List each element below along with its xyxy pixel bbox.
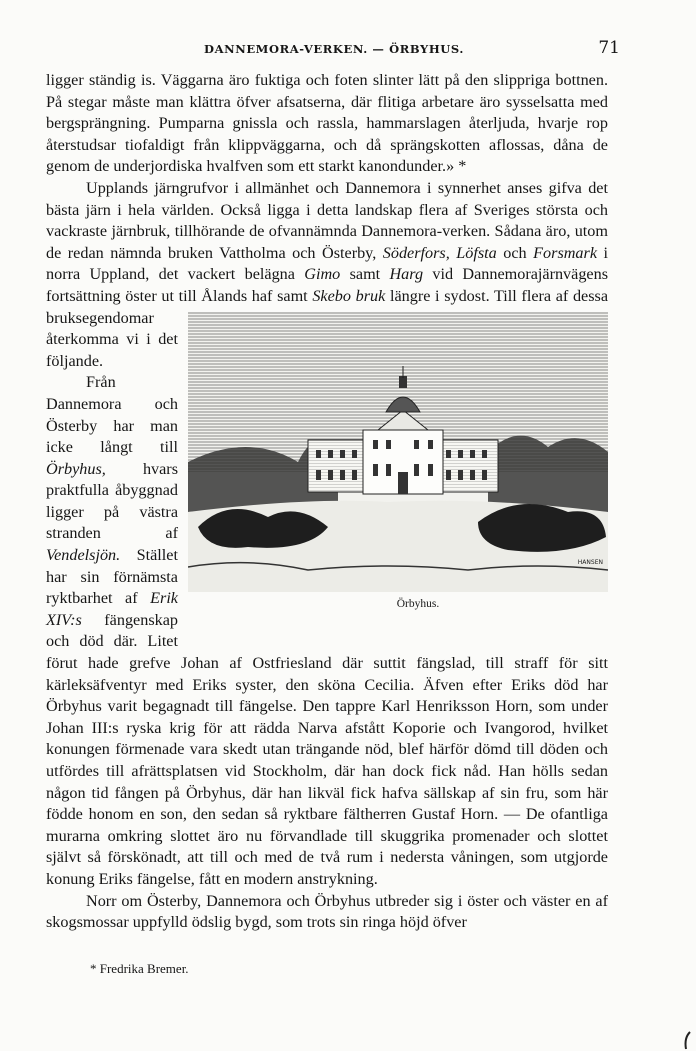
text-run: fängenskap och död där. Litet förut hade grefve Johan af Ostfriesland där suttit fängslad, till straff för sitt kärleksäfventyr med Eriks syster, den sköna Cecilia. Äfven efter Eriks död har Örbyhus varit begagnadt till fängelse. Den tappre Karl Henriksson Horn, som under Johan III:s ryska krig för att rädda Narva afstått Koporie och Ivangorod, hvilket konungen förmenade vara skedt utan trängande nöd, blef härför dömd till döden och utfördes till afrättsplatsen vid Stockholm, där han dock fick nåd. Han hölls sedan någon tid fången på Örbyhus, där han likväl fick hafva sällskap af sin fru, som här födde honom en son, den sedan så ryktbare fältherren Gustaf Horn. — De ofantliga murarna omkring slottet äro nu förvandlade till skuggrika promenader och slottet självt så förskönadt, att till och med de två rum i nedersta våningen, som utgjorde konung Eriks fängelse, fått en modern anstrykning. bbox=[46, 610, 608, 888]
text-run: Från Dannemora och Österby har man icke långt till bbox=[46, 373, 178, 457]
text-run: och bbox=[496, 243, 534, 262]
person-erik: Erik XIV:s bbox=[46, 589, 178, 629]
place-orbyhus: Örbyhus, bbox=[46, 459, 106, 478]
place-lofsta: Löfsta bbox=[456, 243, 497, 262]
running-header bbox=[46, 38, 620, 62]
place-skebo: Skebo bruk bbox=[312, 286, 386, 305]
footnote: * Fredrika Bremer. bbox=[90, 961, 189, 976]
place-vendelsjon: Vendelsjön. bbox=[46, 546, 121, 565]
place-gimo: Gimo bbox=[304, 265, 341, 284]
running-title: DANNEMORA-VERKEN. — ÖRBYHUS. bbox=[204, 42, 465, 56]
text-run: samt bbox=[340, 265, 390, 284]
page-edge-mark bbox=[680, 1030, 694, 1051]
page-number: 71 bbox=[598, 38, 620, 58]
trees-right bbox=[488, 435, 608, 511]
paragraph-4: Norr om Österby, Dannemora och Örbyhus utbreder sig i öster och väster en af skogsmossar uppfylld ödslig bygd, som trots sin ringa höjd öfver bbox=[46, 891, 608, 932]
figure-caption: Örbyhus. bbox=[396, 597, 440, 610]
orbyhus-engraving bbox=[188, 312, 608, 592]
place-soderfors: Söderfors, bbox=[382, 243, 450, 262]
engraver-signature: HANSEN bbox=[577, 558, 603, 566]
text-run: vid Dannemorajärnvägens fortsättning öster ut till Ålands haf samt bbox=[46, 265, 609, 305]
text-run: längre i sydost. Till flera af dessa bruksegendomar återkomma vi i det följande. bbox=[46, 286, 609, 370]
text-run: Upplands järngrufvor i allmänhet och Dannemora i synnerhet anses gifva det bästa järn i hela världen. Också ligga i detta landskap flera af Sveriges största och vackraste järnbruk, tillhörande de ofvannämnda Dannemora-verken. Sådana äro, utom de redan nämnda bruken Vattholma och Österby, bbox=[46, 178, 608, 262]
text-run: i norra Uppland, det vackert belägna bbox=[46, 243, 609, 284]
place-forsmark: Forsmark bbox=[533, 243, 598, 262]
body-text bbox=[46, 70, 608, 934]
engraving-figure bbox=[188, 312, 608, 634]
place-harg: Harg bbox=[389, 265, 424, 284]
text-run: Stället har sin förnämsta ryktbarhet af bbox=[46, 546, 178, 608]
text-run: hvars praktfulla åbyggnad ligger på västra stranden af bbox=[46, 459, 178, 543]
paragraph-1: ligger ständig is. Väggarna äro fuktiga och foten slinter lätt på den slippriga bottnen. På stegar måste man klättra öfver afsatserna, där flitiga arbetare äro sysselsatta med bergsprängning. Pumparna gnissla och rassla, hammarslagen återljuda, hvarje rop återstudsar tiofaldigt från klippväggarna, och då sprängskotten aflossas, dåna de genom de underjordiska hvalfven som ett starkt kanondunder.» * bbox=[46, 71, 608, 176]
